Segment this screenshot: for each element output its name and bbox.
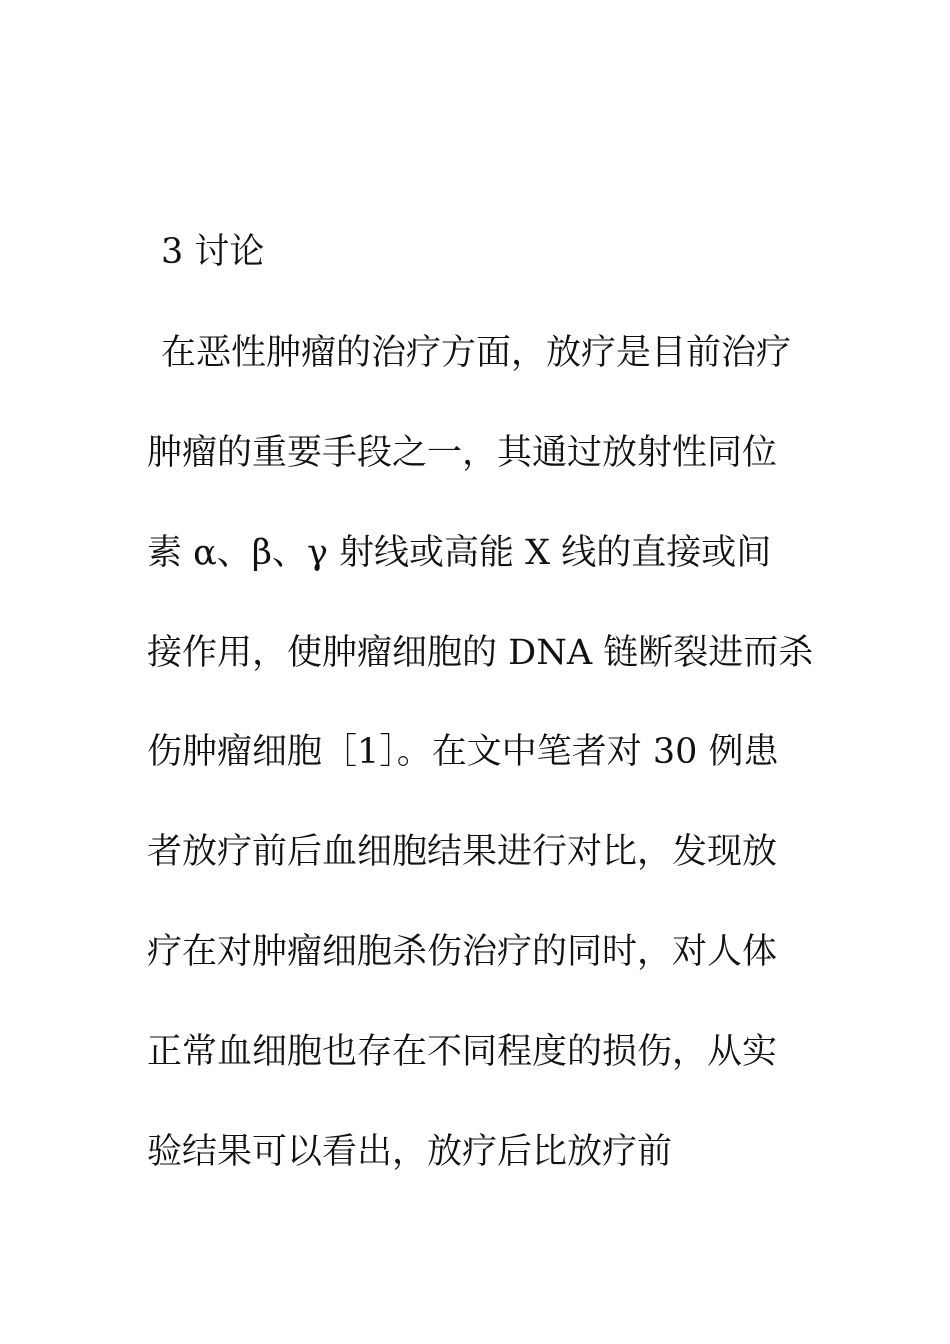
section-heading: 3 讨论 xyxy=(161,232,265,272)
paragraph-line: 素 α、β、γ 射线或高能 X 线的直接或间 xyxy=(147,533,772,573)
paragraph-line: 验结果可以看出，放疗后比放疗前 xyxy=(147,1132,673,1172)
paragraph-line: 者放疗前后血细胞结果进行对比，发现放 xyxy=(147,832,778,872)
paragraph-line: 在恶性肿瘤的治疗方面，放疗是目前治疗 xyxy=(161,333,792,373)
paragraph-line: 伤肿瘤细胞［1］。在文中笔者对 30 例患 xyxy=(147,732,779,772)
paragraph-line: 疗在对肿瘤细胞杀伤治疗的同时，对人体 xyxy=(147,932,778,972)
paragraph-line: 接作用，使肿瘤细胞的 DNA 链断裂进而杀 xyxy=(147,633,814,673)
paragraph-line: 正常血细胞也存在不同程度的损伤，从实 xyxy=(147,1032,778,1072)
paragraph-line: 肿瘤的重要手段之一，其通过放射性同位 xyxy=(147,433,778,473)
